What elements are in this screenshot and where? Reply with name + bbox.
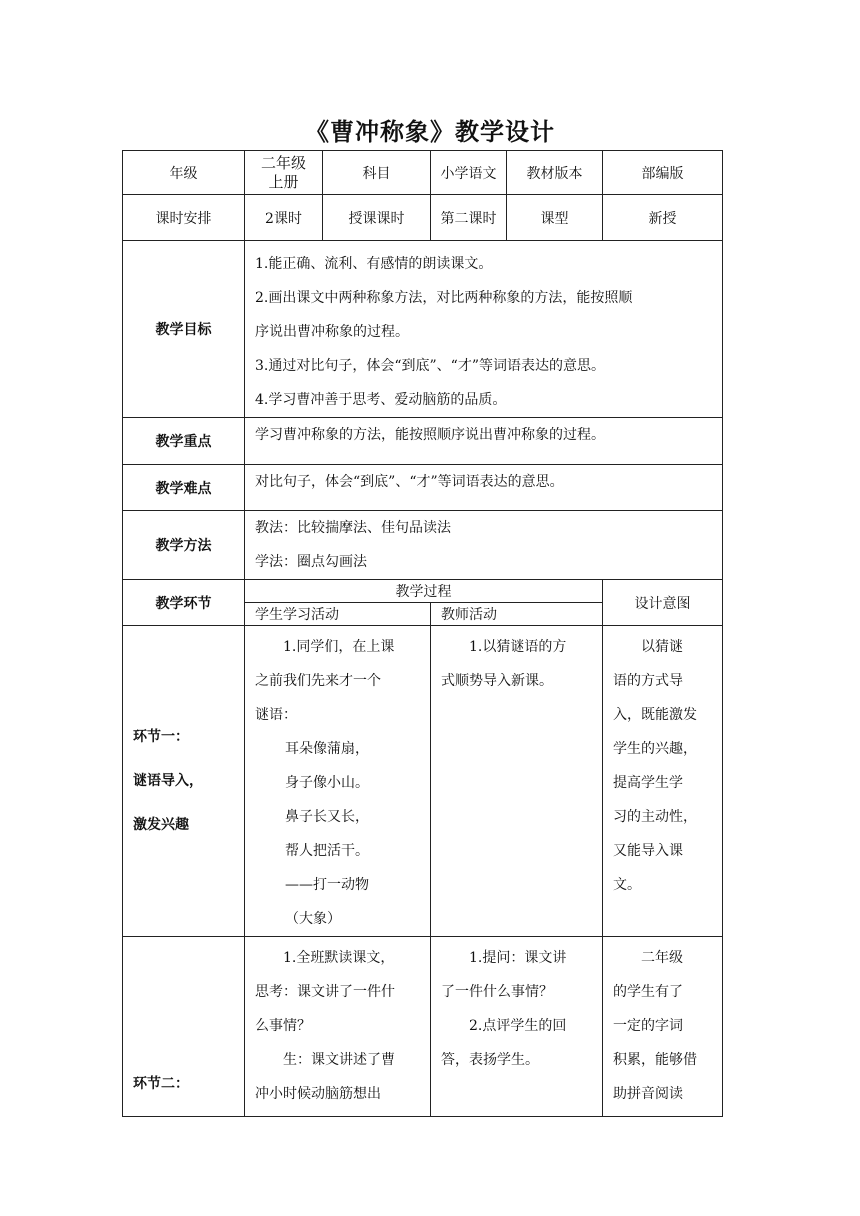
student-activity-header: 学生学习活动	[245, 603, 431, 626]
goals-label: 教学目标	[123, 241, 245, 418]
student-line: 谜语：	[255, 707, 297, 723]
key-point-label: 教学重点	[123, 418, 245, 465]
stage2-name	[123, 937, 245, 1117]
grade-label: 年级	[123, 151, 245, 195]
teacher-line: 1.以猜谜语的方	[469, 639, 567, 655]
schedule-label: 课时安排	[123, 195, 245, 241]
subject-value: 小学语文	[431, 151, 507, 195]
stage1-student-activity	[245, 626, 431, 937]
difficulty-label: 教学难点	[123, 465, 245, 511]
schedule-value: 2课时	[245, 195, 323, 241]
grade-value-line1: 二年级	[260, 153, 306, 172]
riddle-line: 身子像小山。	[285, 775, 369, 791]
intent-line: 二年级	[641, 950, 683, 966]
teacher-line: 了一件什么事情？	[441, 984, 553, 1000]
intent-line: 习的主动性，	[613, 809, 697, 825]
edition-value: 部编版	[603, 151, 723, 195]
intent-header: 设计意图	[603, 580, 723, 626]
teacher-line: 答，表扬学生。	[441, 1052, 539, 1068]
student-line: 之前我们先来才一个	[255, 673, 381, 689]
intent-line: 学生的兴趣，	[613, 741, 697, 757]
lesson-plan-table	[122, 150, 723, 1117]
stage1-name-line: 谜语导入，	[133, 773, 203, 789]
intent-line: 助拼音阅读	[613, 1086, 683, 1102]
difficulty-text: 对比句子，体会“到底”、“才”等词语表达的意思。	[245, 465, 723, 511]
student-line: 思考：课文讲了一件什	[255, 984, 395, 1000]
grade-value-line2: 上册	[268, 172, 299, 191]
intent-line: 的学生有了	[613, 984, 683, 1000]
riddle-line: 鼻子长又长，	[285, 809, 369, 825]
learning-method: 学法：圈点勾画法	[255, 554, 367, 570]
subject-label: 科目	[323, 151, 431, 195]
teacher-activity-header: 教师活动	[431, 603, 603, 626]
intent-line: 积累，能够借	[613, 1052, 697, 1068]
teacher-line: 2.点评学生的回	[469, 1018, 567, 1034]
teaching-method: 教法：比较揣摩法、佳句品读法	[255, 520, 451, 536]
riddle-line: 帮人把活干。	[285, 843, 369, 859]
intent-line: 语的方式导	[613, 673, 683, 689]
goal-item: 2.画出课文中两种称象方法，对比两种称象的方法，能按照顺	[255, 290, 633, 306]
stage1-name-line: 环节一：	[133, 729, 189, 745]
methods-content	[245, 511, 723, 580]
riddle-answer: （大象）	[285, 911, 341, 927]
intent-line: 以猜谜	[641, 639, 683, 655]
type-value: 新授	[603, 195, 723, 241]
stage2-design-intent	[603, 937, 723, 1117]
goals-content	[245, 241, 723, 418]
stage-header: 教学环节	[123, 580, 245, 626]
grade-value	[245, 151, 323, 195]
goal-item: 1.能正确、流利、有感情的朗读课文。	[255, 256, 493, 272]
student-line: 1.同学们，在上课	[283, 639, 395, 655]
lesson-value: 第二课时	[431, 195, 507, 241]
riddle-hint: ——打一动物	[285, 877, 369, 893]
intent-line: 又能导入课	[613, 843, 683, 859]
process-header: 教学过程	[245, 580, 603, 603]
stage1-teacher-activity	[431, 626, 603, 937]
student-line: 么事情？	[255, 1018, 311, 1034]
stage2-teacher-activity	[431, 937, 603, 1117]
student-line: 冲小时候动脑筋想出	[255, 1086, 381, 1102]
type-label: 课型	[507, 195, 603, 241]
goal-item: 3.通过对比句子，体会“到底”、“才”等词语表达的意思。	[255, 358, 605, 374]
lesson-label: 授课课时	[323, 195, 431, 241]
intent-line: 文。	[613, 877, 641, 893]
student-line: 生：课文讲述了曹	[283, 1052, 395, 1068]
goal-item: 4.学习曹冲善于思考、爱动脑筋的品质。	[255, 392, 507, 408]
student-line: 1.全班默读课文，	[283, 950, 395, 966]
key-point-text: 学习曹冲称象的方法，能按照顺序说出曹冲称象的过程。	[245, 418, 723, 465]
stage1-name-line: 激发兴趣	[133, 817, 189, 833]
teacher-line: 1.提问：课文讲	[469, 950, 567, 966]
intent-line: 提高学生学	[613, 775, 683, 791]
intent-line: 一定的字词	[613, 1018, 683, 1034]
methods-label: 教学方法	[123, 511, 245, 580]
riddle-line: 耳朵像蒲扇，	[285, 741, 369, 757]
intent-line: 入，既能激发	[613, 707, 697, 723]
stage1-design-intent	[603, 626, 723, 937]
goal-item: 序说出曹冲称象的过程。	[255, 324, 409, 340]
stage2-student-activity	[245, 937, 431, 1117]
teacher-line: 式顺势导入新课。	[441, 673, 553, 689]
edition-label: 教材版本	[507, 151, 603, 195]
stage2-name-line: 环节二：	[133, 1076, 189, 1092]
page-title: 《曹冲称象》教学设计	[305, 117, 555, 146]
stage1-name	[123, 626, 245, 937]
